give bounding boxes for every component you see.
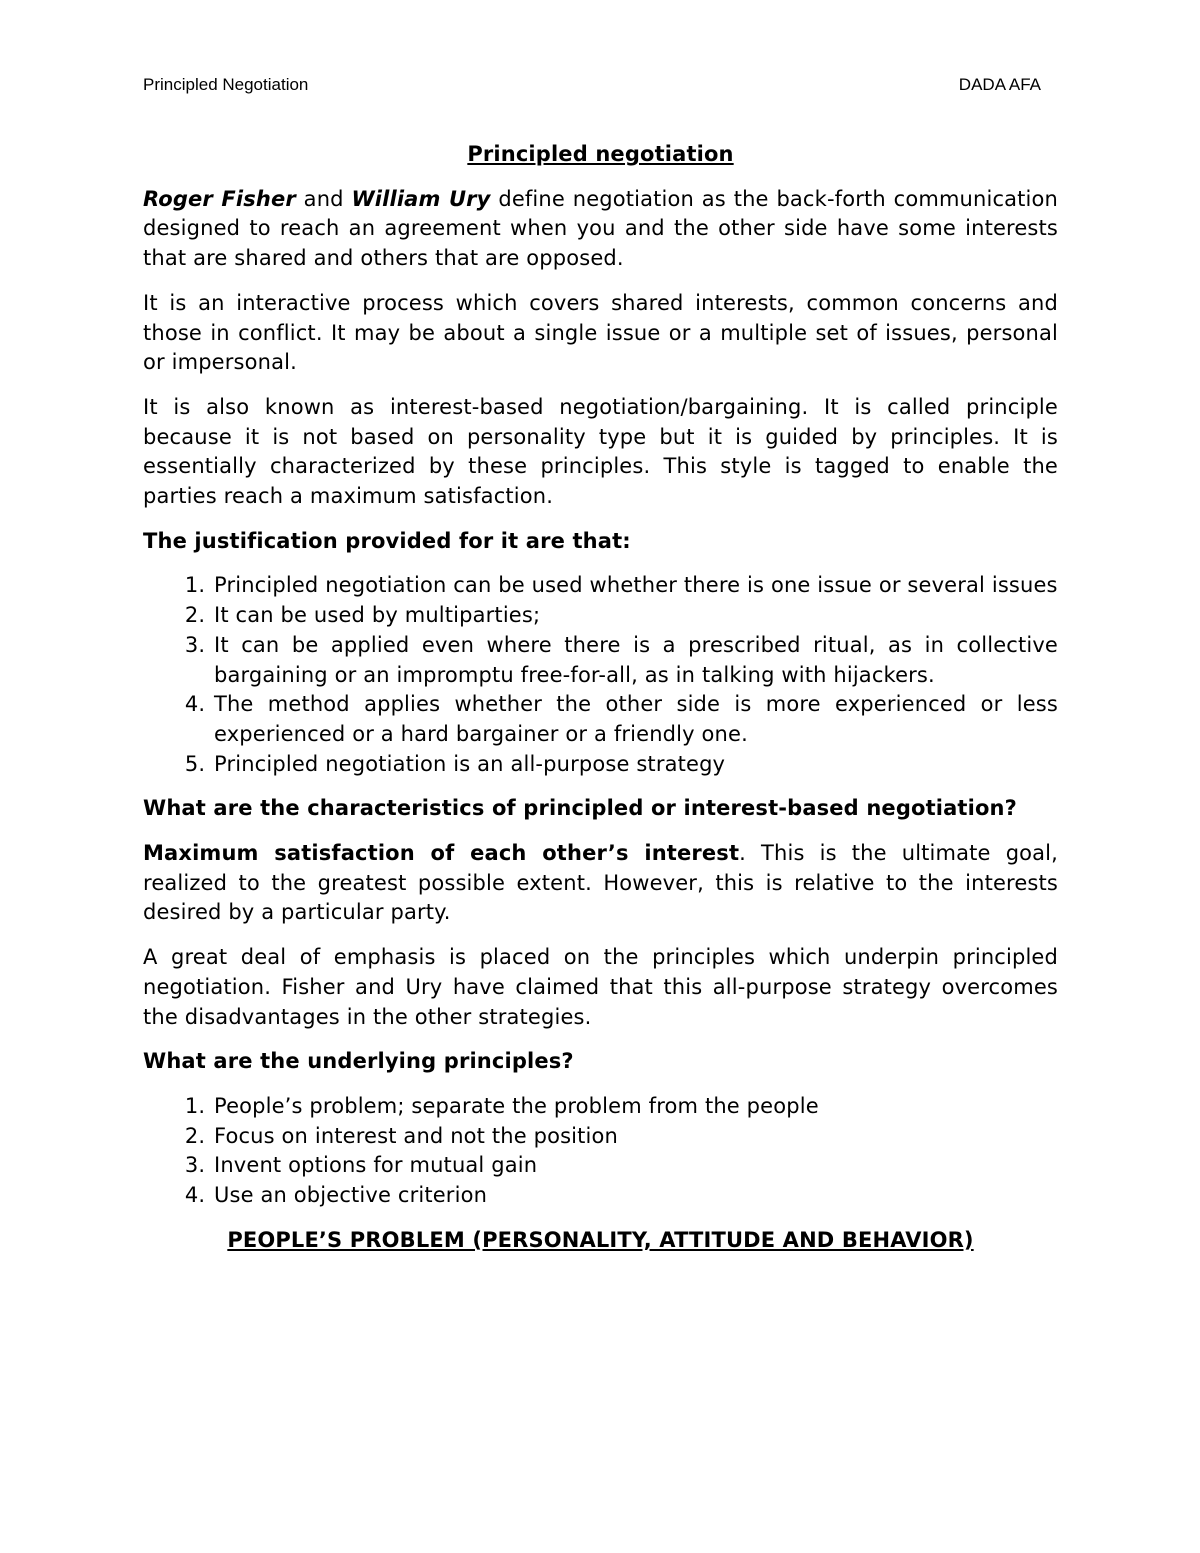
intro-connector: and [295,186,352,211]
emphasis-paragraph: A great deal of emphasis is placed on the principles which underpin principled negotiation. Fisher and Ury have claimed that this all-purpose strategy overcomes the disadvantages in the other strategies. [143,945,1058,1029]
document-body [143,140,1058,1256]
characteristics-lead: Maximum satisfaction of each other’s interest [143,841,740,866]
list-item: 3. Invent options for mutual gain [212,1151,1058,1181]
principles-list [143,1092,1058,1211]
principles-heading: What are the underlying principles? [143,1049,574,1074]
characteristics-heading: What are the characteristics of principled or interest-based negotiation? [143,796,1017,821]
justification-heading: The justification provided for it are that: [143,528,631,553]
characteristics-text: . This is the ultimate goal, realized to the greatest possible extent. However, this is relative to the interests desired by a particular party. [143,841,1058,925]
interactive-process-paragraph: It is an interactive process which covers shared interests, common concerns and those in conflict. It may be about a single issue or a multiple set of issues, personal or impersonal. [143,290,1058,375]
list-item: 3. It can be applied even where there is a prescribed ritual, as in collective bargaining or an impromptu free-for-all, as in talking with hijackers. [212,631,1058,690]
header-left-text: Principled Negotiation [143,75,309,94]
characteristics-paragraph [143,839,1058,928]
list-item: 4. The method applies whether the other side is more experienced or less experienced or a hard bargainer or a friendly one. [212,690,1058,749]
list-item: 1. People’s problem; separate the problem from the people [212,1092,1058,1122]
list-item: 4. Use an objective criterion [212,1181,1058,1211]
author-roger-fisher: Roger Fisher [143,186,296,211]
list-item: 5. Principled negotiation is an all-purpose strategy [212,750,1058,780]
intro-definition-text: define negotiation as the back-forth communication designed to reach an agreement when you and the other side have some interests that are shared and others that are opposed. [143,186,1059,271]
list-item: 1. Principled negotiation can be used whether there is one issue or several issues [212,571,1058,601]
page-header [143,74,1041,96]
interest-based-paragraph: It is also known as interest-based negotiation/bargaining. It is called principle because it is not based on personality type but it is guided by principles. It is essentially characterized by these principles. This style is tagged to enable the parties reach a maximum satisfaction. [143,394,1058,509]
document-title: Principled negotiation [467,142,734,166]
peoples-problem-heading: PEOPLE’S PROBLEM (PERSONALITY, ATTITUDE AND BEHAVIOR) [227,1227,974,1252]
header-right-text: DADA AFA [958,75,1041,94]
justification-list [143,571,1058,779]
intro-paragraph [143,185,1058,274]
list-item: 2. It can be used by multiparties; [212,601,1058,631]
author-william-ury: William Ury [351,186,491,211]
list-item: 2. Focus on interest and not the position [212,1122,1058,1152]
